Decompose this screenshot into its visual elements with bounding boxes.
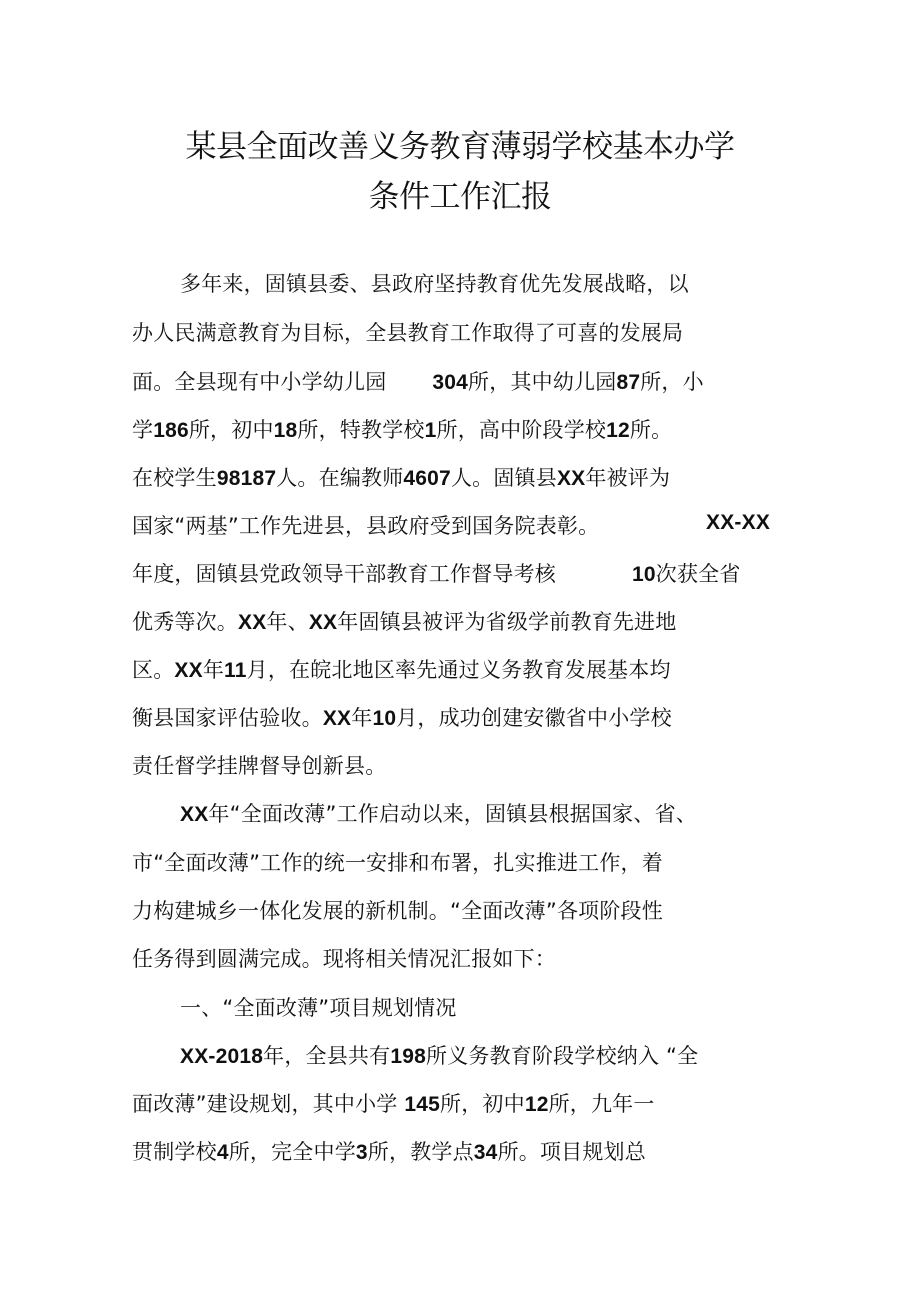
number: 198 — [390, 1045, 426, 1068]
paragraph-1-line-1 — [180, 268, 689, 298]
text: 面。全县现有中小学幼儿园 — [132, 370, 387, 394]
text: 任务得到圆满完成。现将相关情况汇报如下： — [132, 947, 556, 971]
paragraph-1-line-6 — [132, 510, 599, 540]
number: 18 — [273, 419, 298, 442]
number: 10 — [632, 563, 656, 586]
text: 所，小 — [640, 370, 704, 394]
text: 人。固镇县 — [450, 466, 557, 490]
paragraph-2-line-4 — [132, 943, 556, 973]
number: 34 — [473, 1141, 498, 1164]
number: 12 — [524, 1093, 549, 1116]
text: 所，九年一 — [548, 1092, 655, 1116]
paragraph-2-line-2 — [132, 847, 663, 877]
number: 186 — [153, 419, 189, 442]
text: 国家“两基”工作先进县，县政府受到国务院表彰。 — [132, 514, 600, 538]
number: XX — [322, 707, 352, 730]
text: 所，教学点 — [367, 1140, 474, 1164]
number: 10 — [372, 707, 397, 730]
text: 面改薄”建设规划，其中小学 — [132, 1092, 405, 1116]
paragraph-3-line-3 — [132, 1136, 646, 1166]
text: 所。 — [629, 418, 673, 442]
number: XX — [308, 611, 338, 634]
number: XX — [180, 803, 209, 826]
text: 所。项目规划总 — [497, 1140, 646, 1164]
text: 所，初中 — [188, 418, 274, 442]
text: 所，高中阶段学校 — [436, 418, 607, 442]
text: 多年来，固镇县委、县政府坚持教育优先发展战略，以 — [180, 272, 689, 296]
text: 优秀等次。 — [132, 610, 238, 634]
text: 贯制学校 — [132, 1140, 217, 1164]
paragraph-2-line-3 — [132, 895, 663, 925]
paragraph-1-line-6-number — [706, 510, 770, 535]
text: 责任督学挂牌督导创新县。 — [132, 754, 387, 778]
text: 次获全省 — [655, 562, 741, 586]
text: 年 — [351, 706, 373, 730]
number: XX — [556, 467, 586, 490]
text: 年度，固镇县党政领导干部教育工作督导考核 — [132, 562, 556, 586]
number: XX — [174, 659, 203, 682]
paragraph-1-line-9 — [132, 654, 671, 684]
paragraph-1-line-3 — [132, 366, 704, 396]
paragraph-2-line-1 — [180, 798, 697, 828]
number: 304 — [432, 371, 469, 394]
text: 所义务教育阶段学校纳入 “全 — [425, 1044, 699, 1068]
number: 3 — [355, 1141, 368, 1164]
text: 衡县国家评估验收。 — [132, 706, 323, 730]
paragraph-1-line-4 — [132, 414, 672, 444]
text: 年，全县共有 — [263, 1044, 391, 1068]
text: 所，初中 — [440, 1092, 525, 1116]
number: 145 — [404, 1093, 440, 1116]
text: 学 — [132, 418, 154, 442]
paragraph-1-line-5 — [132, 462, 670, 492]
paragraph-1-line-8 — [132, 606, 676, 636]
paragraph-1-line-11 — [132, 750, 386, 780]
paragraph-1-line-7 — [132, 558, 741, 588]
document-title-line-2: 条件工作汇报 — [368, 179, 552, 215]
text: 市“全面改薄”工作的统一安排和布署，扎实推进工作，着 — [132, 851, 663, 875]
section-heading-1 — [180, 992, 457, 1022]
text: 人。在编教师 — [276, 466, 404, 490]
number: 98187 — [216, 467, 277, 490]
number: 4607 — [403, 467, 451, 490]
number: 87 — [616, 371, 641, 394]
text: 区。 — [132, 658, 175, 682]
number: 12 — [606, 419, 630, 442]
number: XX-2018 — [180, 1045, 264, 1068]
text: 年被评为 — [585, 466, 671, 490]
text: 一、“全面改薄”项目规划情况 — [180, 996, 457, 1020]
text: 所，特教学校 — [297, 418, 425, 442]
text: 年固镇县被评为省级学前教育先进地 — [337, 610, 677, 634]
text: 所，完全中学 — [228, 1140, 356, 1164]
number: XX-XX — [706, 511, 771, 534]
document-title-line-1: 某县全面改善义务教育薄弱学校基本办学 — [185, 129, 735, 165]
text: 力构建城乡一体化发展的新机制。“全面改薄”各项阶段性 — [132, 899, 663, 923]
text: 年 — [202, 658, 225, 682]
paragraph-3-line-1 — [180, 1040, 698, 1070]
paragraph-1-line-2 — [132, 317, 683, 347]
text: 所，其中幼儿园 — [468, 370, 617, 394]
text: 月，在皖北地区率先通过义务教育发展基本均 — [246, 658, 671, 682]
text: 年、 — [266, 610, 309, 634]
number: 1 — [424, 419, 437, 442]
number: 11 — [224, 659, 247, 682]
text: 在校学生 — [132, 466, 217, 490]
text: 月，成功创建安徽省中小学校 — [396, 706, 672, 730]
text: 年“全面改薄”工作启动以来，固镇县根据国家、省、 — [208, 802, 697, 826]
number: XX — [238, 611, 267, 634]
number: 4 — [216, 1141, 229, 1164]
paragraph-3-line-2 — [132, 1088, 655, 1118]
text: 办人民满意教育为目标，全县教育工作取得了可喜的发展局 — [132, 321, 684, 345]
paragraph-1-line-10 — [132, 702, 672, 732]
